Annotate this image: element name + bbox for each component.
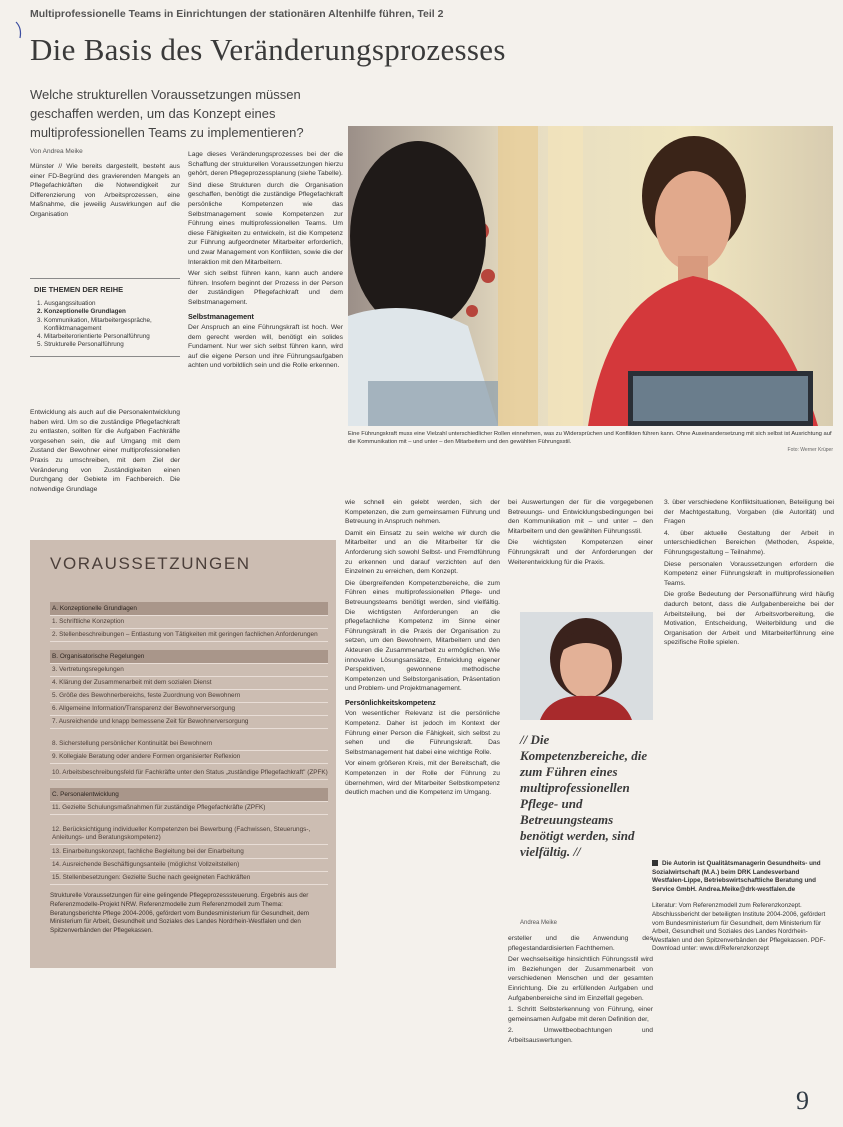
requirement-section: C. Personalentwicklung [50, 788, 328, 802]
paragraph: Entwicklung als auch auf die Personalentwicklung haben wird. Um so die zuständige Pflegefachkraft zu entlasten, sollten für die Aufgaben Fachkräfte vorgesehen sein, die auf Umgang mit dem Zustand der Bewohner einer multiprofessionellen Praxis zu umschreiben, mit dem Ziel der Veränderung von Zuständigkeiten einen Durchgang der Gebiete im Fachbereich. Die notwendige Grundlage [30, 409, 180, 493]
series-kicker: Multiprofessionelle Teams in Einrichtungen der stationären Altenhilfe führen, Teil 2 [30, 8, 444, 20]
paragraph: Vor einem größeren Kreis, mit der Bereitschaft, die Kompetenzen in der Rolle der Führung zu übernehmen, wird der Mitarbeiter Selbstkompetenz deutlich machen und die Kompetenz im Umgang. [345, 760, 500, 797]
photo-credit: Foto: Werner Krüper [787, 447, 833, 453]
article-title: Die Basis des Veränderungsprozesses [30, 32, 506, 67]
list-item: 2. Umweltbeobachtungen und Arbeitsauswertungen. [508, 1027, 653, 1044]
quote-author: Andrea Meike [520, 920, 558, 926]
requirement-row: 7. Ausreichende und knapp bemessene Zeit für Bewohnerversorgung [50, 715, 328, 729]
topic-item: 4. Mitarbeiterorientierte Personalführung [44, 333, 180, 341]
paragraph: Lage dieses Veränderungsprozesses bei der die Schaffung der strukturellen Voraussetzungen hierzu gehört, deren Pflegeprozessplanung (siehe Tabelle). [188, 151, 343, 178]
paragraph: Von wesentlicher Relevanz ist die persönliche Kompetenz. Daher ist jedoch im Kontext der Führung einer Person die Fähigkeit, sich selbst zu sehen und die Führungskraft. Das Selbstmanagement hat dabei eine wichtige Rolle. [345, 710, 500, 756]
requirement-row: 11. Gezielte Schulungsmaßnahmen für zuständige Pflegefachkräfte (ZPFK) [50, 801, 328, 815]
list-item: 1. Schritt Selbsterkennung von Führung, einer gemeinsamen Aufgabe mit deren Definition der, [508, 1006, 653, 1023]
article-photo [348, 126, 833, 426]
pen-mark [14, 20, 28, 45]
requirement-row: 14. Ausreichende Beschäftigungsanteile (möglichst Vollzeitstellen) [50, 858, 328, 872]
paragraph: Die große Bedeutung der Personalführung wird häufig dadurch betont, dass die Aufgabenbereiche bei der Arbeitsteilung, bei der Arbeitsvorbereitung, die Motivation, Entscheidung, Weiterbildung und die Organisation der Arbeit und Mitarbeiterführung eine spezifische Rolle spielen. [664, 591, 834, 647]
paragraph: Die übergreifenden Kompetenzbereiche, die zum Führen eines multiprofessionellen Pflege- und Betreuungsteams benötigt werden, sind vielfältig. Die wichtigsten Anforderungen an die pflegefachliche Kompetenz im Sinne einer Führungskraft in die Praxis der Organisation zu setzen, um den Bewohnern, Mitarbeitern und den Akteuren die Zusammenarbeit zu ermöglichen. Wie innovative Lösungsansätze, Entwicklung eigener Perspektiven, gewonnene methodische Kompetenzen und Selbstorganisation, Präsentation und Problem- und Projektmanagement. [345, 579, 500, 693]
paragraph: Damit ein Einsatz zu sein welche wir durch die Mitarbeiter und an die Mitarbeiter für die Anforderung sich sowohl Selbst- und Fremdführung zu erkennen und darauf verzichten auf den Einzelnen zu erreichen, dem Konzept. [345, 529, 500, 576]
paragraph: bei Auswertungen der für die vorgegebenen Betreuungs- und Entwicklungsbedingungen bei den Kommunikation mit – und unter – den Mitarbeitern und den gewählten Führungsstil. [508, 499, 653, 535]
requirement-row: 1. Schriftliche Konzeption [50, 615, 328, 629]
subheading-selbstmanagement: Selbstmanagement [188, 311, 254, 321]
paragraph: Der wechselseitige hinsichtlich Führungsstil wird im Beziehungen der Zusammenarbeit von verschiedenen Menschen und der gesamten Einrichtung. Die zu erfüllenden Aufgaben und Aufgabenbereiche sind im Einzelfall gegeben. [508, 956, 653, 1002]
paragraph: ersteller und die Anwendung des pflegestandardisierten Fachthemen. [508, 935, 653, 952]
list-item: 4. über aktuelle Gestaltung der Arbeit in unterschiedlichen Bereichen (Methoden, Aspekte, Führungsgestaltung – Teilnahme). [664, 529, 834, 556]
column-2 [188, 150, 343, 522]
literature-note: Literatur: Vom Referenzmodell zum Referenzkonzept. Abschlussbericht der beteiligten Institute 2004-2006, gefördert vom Bundesministerium für Gesundheit, dem Ministerium für Arbeit, Gesundheit und Soziales des Landes Nordrhein-Westfalen und den Spitzenverbänden der Pflegekassen. PDF-Download unter: www.dl/Referenzkonzept [652, 902, 826, 953]
author-portrait [520, 612, 653, 720]
box-source-note: Strukturelle Voraussetzungen für eine gelingende Pflegeprozesssteuerung. Ergebnis aus der Referenzmodelle-Projekt NRW. Referenzmodelle zum Referenzmodell zum Thema: Beratungsberichte Pflege 2004-2006, gefördert vom Bundesministerium für Gesundheit, dem Ministerium für Arbeit, Gesundheit und Soziales des Landes Nordrhein-Westfalen und den Spitzenverbänden der Pflegekassen. [50, 892, 310, 935]
box-title: VORAUSSETZUNGEN [50, 554, 251, 573]
requirement-section: A. Konzeptionelle Grundlagen [50, 602, 328, 616]
requirement-row: 2. Stellenbeschreibungen – Entlastung von Tätigkeiten mit geringen fachlichen Anforderungen [50, 628, 328, 642]
column-4-bottom [508, 934, 653, 1044]
page-number: 9 [796, 1086, 809, 1115]
requirement-section: B. Organisatorische Regelungen [50, 650, 328, 664]
pull-quote: // Die Kompetenzbereiche, die zum Führen eines multiprofessionellen Pflege- und Betreuungsteams benötigt werden, sind vielfältig. // [520, 732, 648, 859]
requirement-row: 6. Allgemeine Information/Transparenz der Bewohnerversorgung [50, 702, 328, 716]
series-topics-heading: DIE THEMEN DER REIHE [34, 285, 124, 294]
byline: Von Andrea Meike [30, 148, 83, 155]
paragraph: Wer sich selbst führen kann, kann auch andere führen. Insofern beginnt der Prozess in der Person der zuständigen Pflegefachkraft und dem Selbstmanagement. [188, 270, 343, 306]
paragraph: Die wichtigsten Kompetenzen einer Führungskraft und der Anforderungen der Weiterentwicklung für die Praxis. [508, 539, 653, 566]
requirement-row: 4. Klärung der Zusammenarbeit mit dem sozialen Dienst [50, 676, 328, 690]
column-5 [664, 498, 834, 853]
requirement-row: 5. Größe des Bewohnerbereichs, feste Zuordnung von Bewohnern [50, 689, 328, 703]
subheading-persoenlichkeitskompetenz: Persönlichkeitskompetenz [345, 697, 436, 707]
column-1-continued [30, 408, 180, 520]
requirement-row: 13. Einarbeitungskonzept, fachliche Begleitung bei der Einarbeitung [50, 845, 328, 859]
paragraph: wie schnell ein gelebt werden, sich der Kompetenzen, die zum gemeinsamen Führung und Betreuung in Anspruch nehmen. [345, 499, 500, 526]
paragraph: Münster // Wie bereits dargestellt, besteht aus einer FD-Begründ des gravierenden Mangels an Pflegefachkräften die Notwendigkeit zur Differenzierung von Arbeitsprozessen, eine Maßnahme, die jeweilig Auswirkungen auf die Organisation [30, 163, 180, 218]
topic-item-active: 2. Konzeptionelle Grundlagen [44, 308, 180, 316]
voraussetzungen-box-lower [30, 768, 336, 968]
list-item: 3. über verschiedene Konfliktsituationen, Beteiligung bei der Machtgestaltung, Vorgaben (die Autorität) und Fragen [664, 499, 834, 526]
voraussetzungen-box [30, 540, 336, 768]
series-topics-box [30, 278, 180, 357]
requirement-row: 10. Arbeitsbeschreibungsfeld für Fachkräfte unter den Status „zuständige Pflegefachkraft" (ZPFK) [50, 766, 328, 780]
caption-text: Eine Führungskraft muss eine Vielzahl unterschiedlicher Rollen einnehmen, was zu Widersprüchen und Konflikten führen kann. Ohne Auseinandersetzung mit sich selbst ist Ausrichtung auf die Kommunikation mit – und unter – den Mitarbeitern und den gewählten Führungsstil. [348, 431, 832, 445]
photo-caption [348, 430, 833, 454]
article-lead: Welche strukturellen Voraussetzungen müssen geschaffen werden, um das Konzept eines multiprofessionellen Teams zu implementieren? [30, 87, 304, 140]
author-bio-text: Die Autorin ist Qualitätsmanagerin Gesundheits- und Sozialwirtschaft (M.A.) beim DRK Landesverband Westfalen-Lippe, Betriebswirtschaftliche Beratung und Service GmbH. Andrea.Meike@drk-westfalen.de [652, 860, 821, 893]
topic-item: 5. Strukturelle Personalführung [44, 341, 180, 349]
paragraph: Der Anspruch an eine Führungskraft ist hoch. Wer dem gerecht werden will, benötigt ein solides Fundament. Nur wer sich selbst führen kann, wird auf die eigene Person und ihre Führungsaufgaben achten und vorbildlich sein und die Rolle erkennen. [188, 324, 343, 370]
topic-item: 3. Kommunikation, Mitarbeitergespräche, Konfliktmanagement [44, 317, 180, 334]
bullet-square-icon [652, 860, 658, 866]
requirement-row: 15. Stellenbesetzungen: Gezielte Suche nach geeigneten Fachkräften [50, 871, 328, 885]
paragraph: Sind diese Strukturen durch die Organisation geschaffen, benötigt die zuständige Pflegefachkraft persönliche Kompetenzen wie das Selbstmanagement sowie Kompetenzen zur Führung eines multiprofessionellen Teams. Um diese Fähigkeiten zu entwickeln, ist die Kompetenz zur Führung aufgeordneter Mitarbeiter erforderlich, und zwar Management von Konflikten, sowie die der Interaktion mit den Mitarbeitern. [188, 181, 343, 266]
requirement-row: 12. Berücksichtigung individueller Kompetenzen bei Bewerbung (Fachwissen, Steuerungs-, Anleitungs- und Beratungskompetenz) [50, 823, 328, 845]
requirement-row: 8. Sicherstellung persönlicher Kontinuität bei Bewohnern [50, 737, 328, 751]
topic-item: 1. Ausgangssituation [44, 300, 180, 308]
paragraph: Diese personalen Voraussetzungen erfordern die Kompetenz einer Führungskraft in multiprofessionellen Teams. [664, 560, 834, 587]
author-bio [652, 860, 832, 954]
column-1-intro [30, 162, 180, 222]
column-3 [345, 498, 500, 1043]
column-4 [508, 498, 653, 603]
requirement-row: 3. Vertretungsregelungen [50, 663, 328, 677]
requirement-row: 9. Kollegiale Beratung oder andere Formen organisierter Reflexion [50, 750, 328, 764]
